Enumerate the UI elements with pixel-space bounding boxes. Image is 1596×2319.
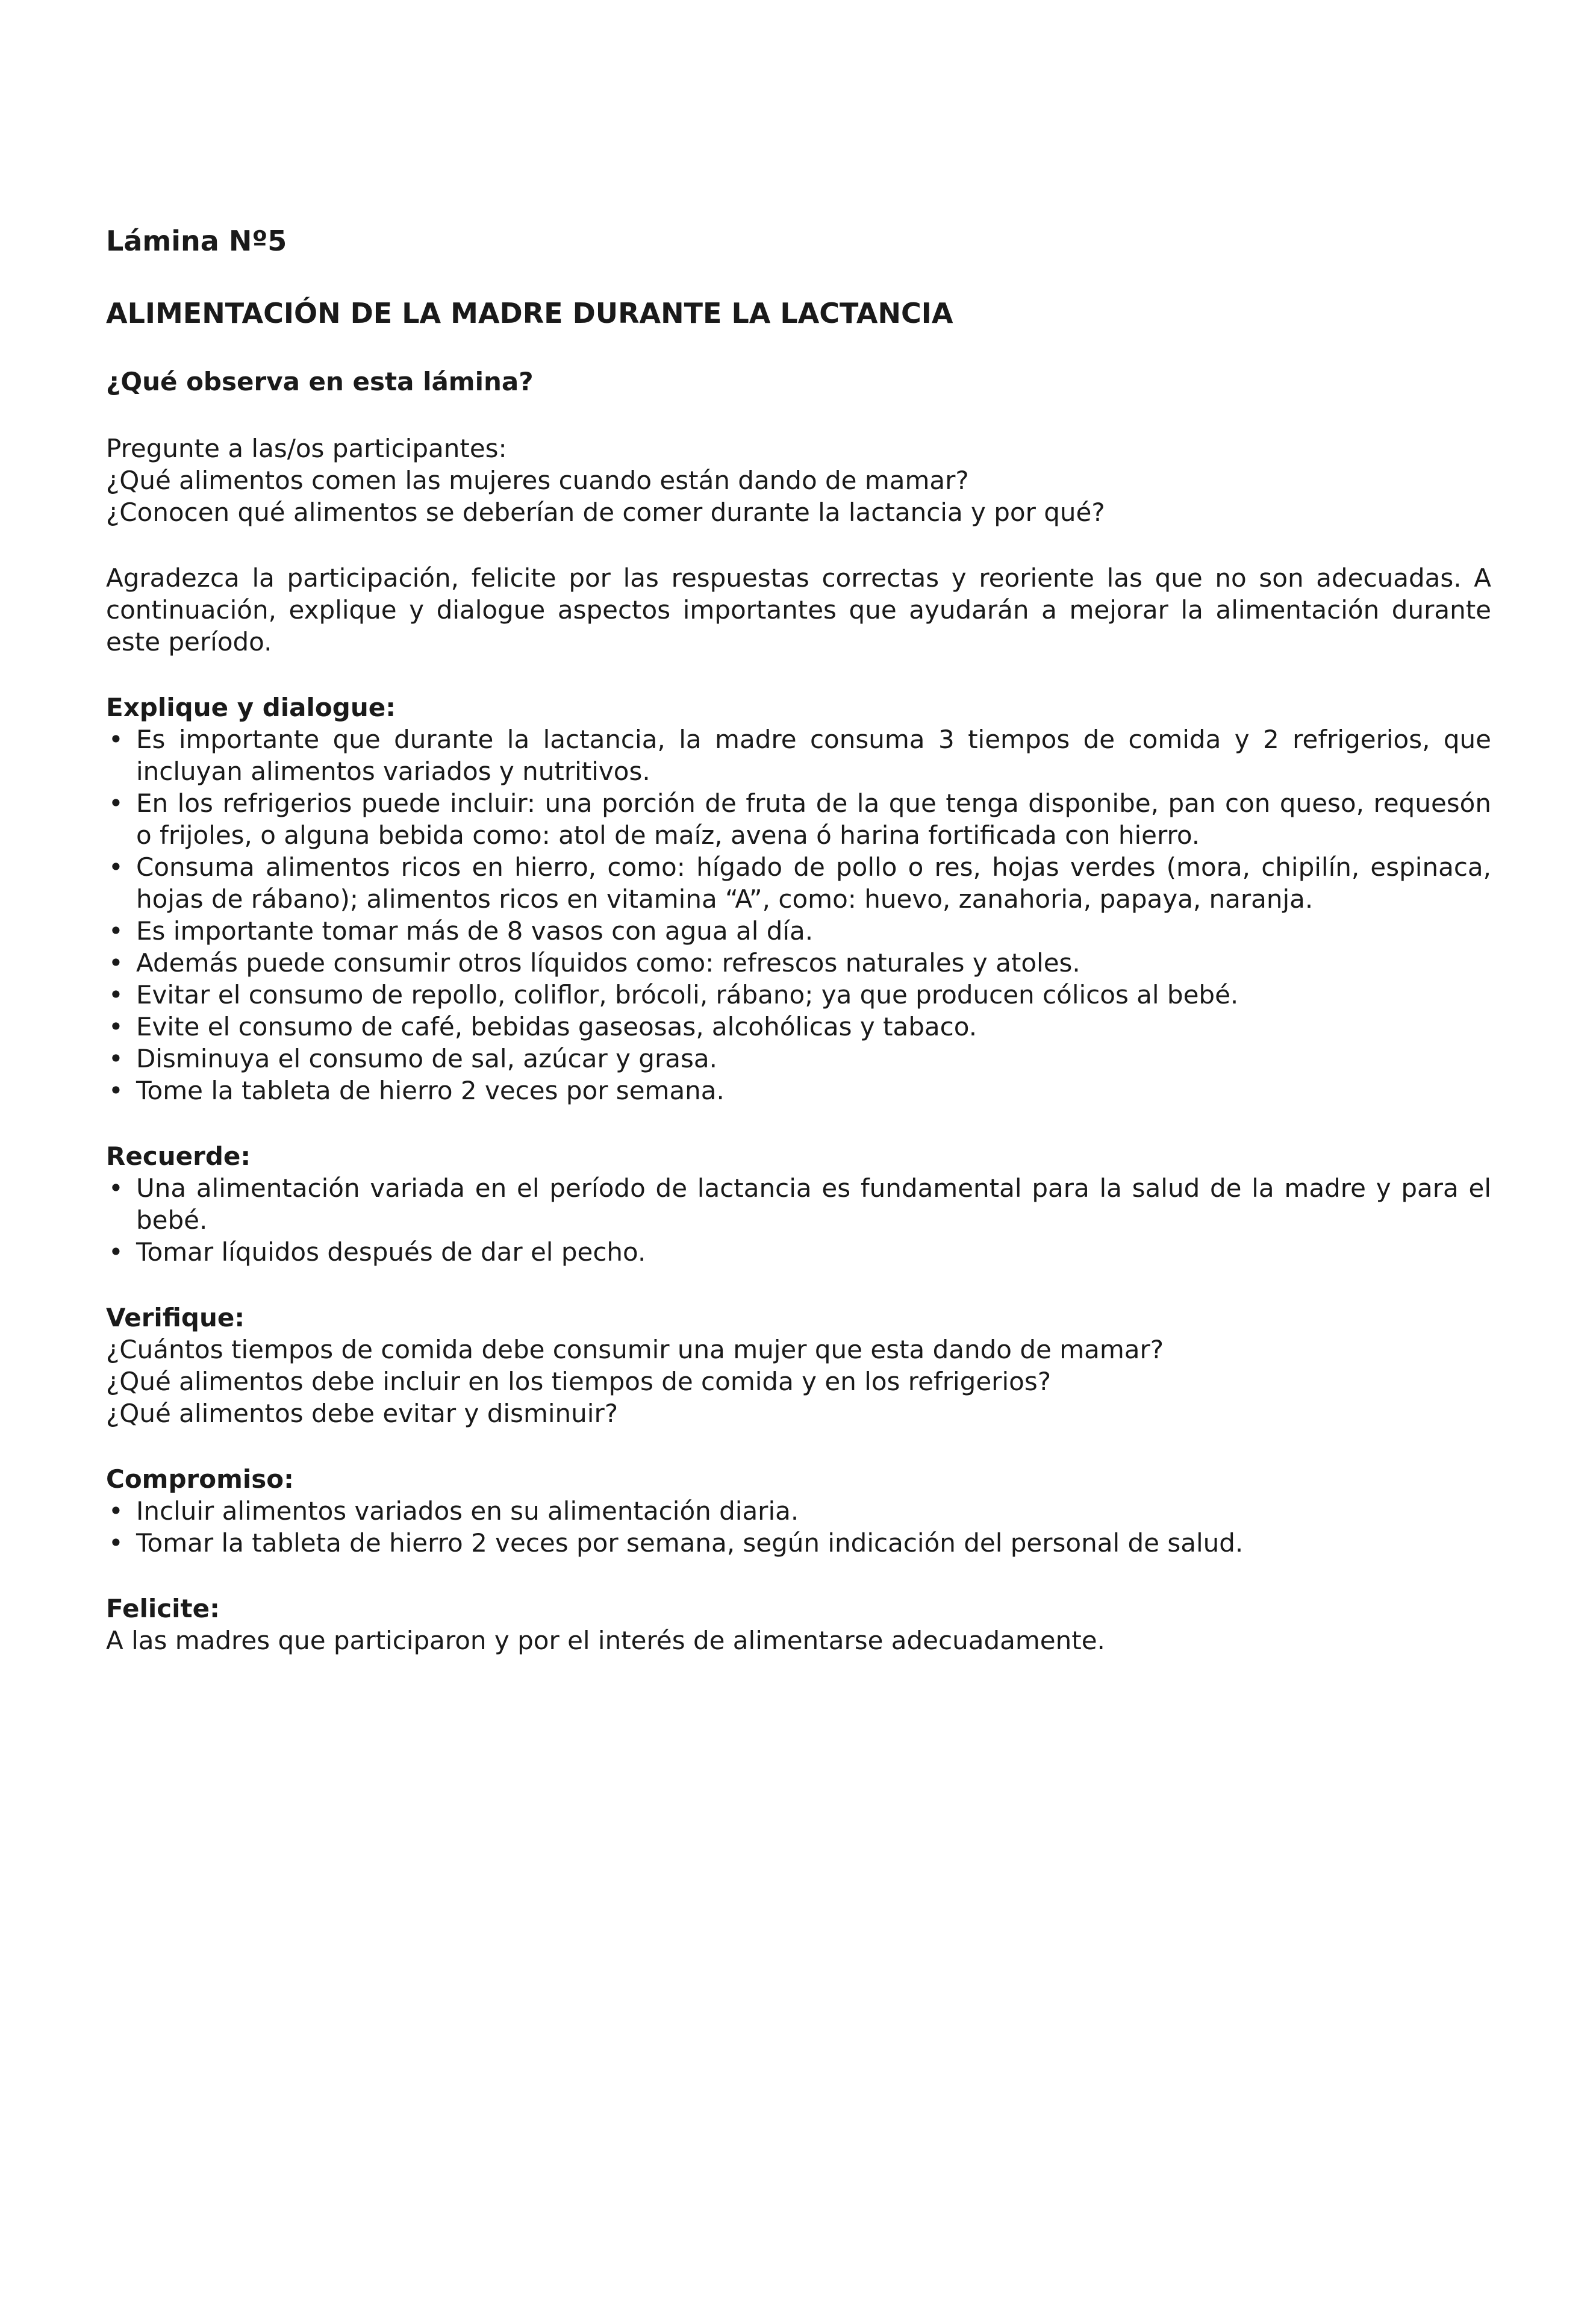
list-item-text: Tomar la tableta de hierro 2 veces por semana, según indicación del personal de salud.	[136, 1528, 1244, 1558]
list-item-text: Tomar líquidos después de dar el pecho.	[136, 1237, 646, 1267]
compromiso-heading: Compromiso:	[106, 1464, 294, 1494]
list-item-text: Una alimentación variada en el período de lactancia es fundamental para la salud de la madre y para el bebé.	[136, 1173, 1491, 1235]
agradezca-section	[106, 562, 1491, 658]
list-item-text: Incluir alimentos variados en su alimentación diaria.	[136, 1496, 799, 1526]
list-item	[106, 1043, 1491, 1075]
bullet-icon: •	[108, 788, 123, 818]
document-page	[106, 223, 1491, 1690]
bullet-icon: •	[108, 916, 123, 946]
verifique-question-3: ¿Qué alimentos debe evitar y disminuir?	[106, 1399, 619, 1428]
bullet-icon: •	[108, 1496, 123, 1526]
list-item	[106, 1495, 1491, 1527]
pregunte-section	[106, 432, 1491, 528]
list-item-text: Es importante que durante la lactancia, la madre consuma 3 tiempos de comida y 2 refrigerios, que incluyan alimentos variados y nutritivos.	[136, 725, 1491, 786]
verifique-question-1: ¿Cuántos tiempos de comida debe consumir una mujer que esta dando de mamar?	[106, 1335, 1164, 1364]
list-item	[106, 947, 1491, 979]
pregunte-question-2: ¿Conocen qué alimentos se deberían de comer durante la lactancia y por qué?	[106, 498, 1105, 527]
list-item	[106, 723, 1491, 787]
list-item-text: Es importante tomar más de 8 vasos con agua al día.	[136, 916, 814, 946]
compromiso-list	[106, 1495, 1491, 1559]
compromiso-section	[106, 1463, 1491, 1559]
bullet-icon: •	[108, 1076, 123, 1105]
bullet-icon: •	[108, 1528, 123, 1558]
recuerde-section	[106, 1140, 1491, 1268]
explique-list	[106, 723, 1491, 1106]
observe-question: ¿Qué observa en esta lámina?	[106, 367, 534, 396]
list-item-text: Tome la tableta de hierro 2 veces por semana.	[136, 1076, 725, 1105]
list-item	[106, 1011, 1491, 1043]
list-item-text: Evite el consumo de café, bebidas gaseosas, alcohólicas y tabaco.	[136, 1012, 977, 1041]
agradezca-paragraph: Agradezca la participación, felicite por las respuestas correctas y reoriente las que no son adecuadas. A continuación, explique y dialogue aspectos importantes que ayudarán a mejorar la alimentación durante este período.	[106, 563, 1491, 657]
list-item-text: En los refrigerios puede incluir: una porción de fruta de la que tenga disponibe, pan con queso, requesón o frijoles, o alguna bebida como: atol de maíz, avena ó harina fortificada con hierro.	[136, 788, 1491, 850]
verifique-question-2: ¿Qué alimentos debe incluir en los tiempos de comida y en los refrigerios?	[106, 1367, 1051, 1396]
bullet-icon: •	[108, 1044, 123, 1073]
lamina-number: Lámina Nº5	[106, 225, 287, 257]
explique-section	[106, 691, 1491, 1106]
list-item	[106, 1172, 1491, 1236]
list-item	[106, 979, 1491, 1011]
list-item	[106, 1527, 1491, 1559]
bullet-icon: •	[108, 980, 123, 1010]
bullet-icon: •	[108, 725, 123, 754]
bullet-icon: •	[108, 1012, 123, 1041]
bullet-icon: •	[108, 1237, 123, 1267]
recuerde-heading: Recuerde:	[106, 1141, 251, 1171]
list-item	[106, 1236, 1491, 1268]
list-item-text: Además puede consumir otros líquidos como: refrescos naturales y atoles.	[136, 948, 1080, 978]
list-item-text: Consuma alimentos ricos en hierro, como: hígado de pollo o res, hojas verdes (mora, chipilín, espinaca, hojas de rábano); alimentos ricos en vitamina “A”, como: huevo, zanahoria, papaya, naranja.	[136, 852, 1491, 914]
list-item-text: Evitar el consumo de repollo, coliflor, brócoli, rábano; ya que producen cólicos al bebé.	[136, 980, 1239, 1010]
bullet-icon: •	[108, 948, 123, 978]
bullet-icon: •	[108, 1173, 123, 1203]
verifique-heading: Verifique:	[106, 1303, 245, 1332]
recuerde-list	[106, 1172, 1491, 1268]
explique-heading: Explique y dialogue:	[106, 693, 396, 722]
verifique-section	[106, 1302, 1491, 1429]
page-title: ALIMENTACIÓN DE LA MADRE DURANTE LA LACTANCIA	[106, 297, 953, 329]
bullet-icon: •	[108, 852, 123, 882]
list-item	[106, 851, 1491, 915]
list-item-text: Disminuya el consumo de sal, azúcar y grasa.	[136, 1044, 717, 1073]
list-item	[106, 787, 1491, 851]
felicite-text: A las madres que participaron y por el interés de alimentarse adecuadamente.	[106, 1626, 1105, 1655]
pregunte-question-1: ¿Qué alimentos comen las mujeres cuando están dando de mamar?	[106, 466, 969, 495]
list-item	[106, 915, 1491, 947]
list-item	[106, 1075, 1491, 1106]
felicite-section	[106, 1593, 1491, 1656]
pregunte-intro: Pregunte a las/os participantes:	[106, 434, 507, 463]
felicite-heading: Felicite:	[106, 1594, 220, 1623]
